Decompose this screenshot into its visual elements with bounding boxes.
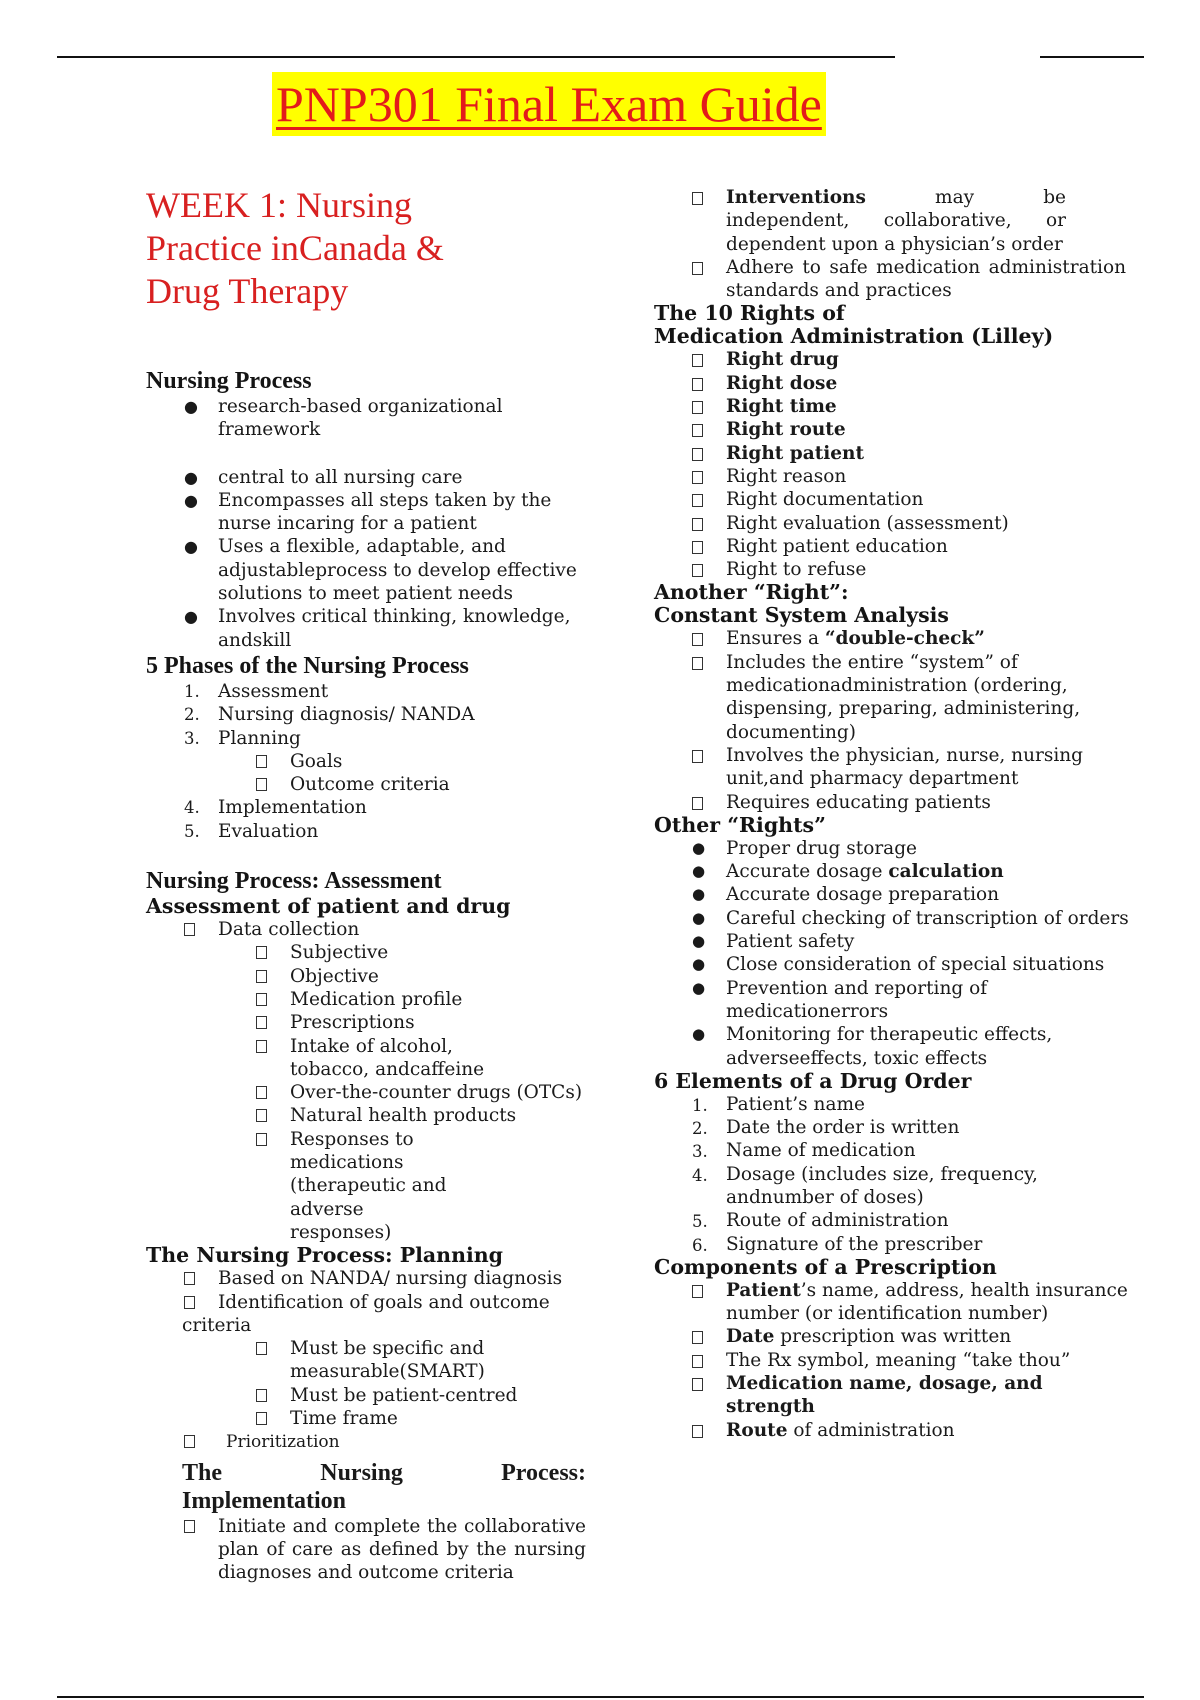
section-heading-implementation (146, 1459, 586, 1487)
item-text: may be independent, collaborative, or dependent upon a physician’s order (726, 187, 1066, 255)
item-text: Must be patient-centred (290, 1384, 518, 1406)
checkbox-icon (692, 257, 703, 280)
bullet-text: Close consideration of special situations (726, 954, 1105, 976)
checkbox-item (146, 1011, 586, 1034)
numbered-item (654, 1093, 1134, 1116)
checkbox-item (146, 1384, 586, 1407)
checkbox-icon (692, 373, 703, 396)
checkbox-item (146, 965, 586, 988)
bullet-item (654, 907, 1134, 930)
bullet-icon: ● (184, 537, 198, 557)
item-text: Based on NANDA/ nursing diagnosis (218, 1268, 563, 1290)
subheading-rights-line2: Medication Administration (Lilley) (654, 324, 1054, 349)
numbered-item (146, 703, 586, 726)
checkbox-icon (256, 1337, 267, 1360)
numbered-item (146, 820, 586, 843)
checkbox-icon (692, 419, 703, 442)
checkbox-item (654, 627, 1134, 650)
bullet-text: central to all nursing care (218, 466, 463, 488)
bottom-rule (57, 1696, 1144, 1698)
bullet-item (654, 1023, 1126, 1070)
subheading-planning: The Nursing Process: Planning (146, 1243, 504, 1268)
subheading-rights: The 10 Rights of (654, 301, 845, 326)
bullet-icon: ● (692, 978, 706, 997)
week-heading-line: Practice inCanada & (146, 228, 444, 268)
item-text: Time frame (290, 1407, 398, 1429)
checkbox-icon (256, 1104, 267, 1127)
item-text: Prescriptions (290, 1012, 415, 1034)
checkbox-item (654, 744, 1126, 791)
item-bold-text: “double-check” (824, 628, 985, 650)
checkbox-item (654, 791, 1134, 814)
checkbox-icon (184, 1430, 195, 1453)
checkbox-item (654, 256, 1126, 303)
bullet-text: Involves critical thinking, knowledge, andskill (218, 606, 571, 651)
checkbox-item (654, 186, 1066, 256)
checkbox-icon (692, 1420, 703, 1443)
section-heading-nursing-process: Nursing Process (146, 368, 312, 394)
checkbox-item (146, 1337, 490, 1384)
item-text: Medication profile (290, 988, 463, 1010)
section-heading-implementation-line2: Implementation (182, 1487, 346, 1514)
bullet-icon: ● (692, 908, 706, 927)
item-text: Name of medication (726, 1140, 916, 1162)
week-heading (146, 184, 586, 313)
checkbox-item (146, 918, 586, 941)
item-text: Right drug (726, 349, 839, 371)
item-bold-text: Patient (726, 1279, 801, 1301)
top-rule-right (1040, 56, 1144, 58)
item-text: Dosage (includes size, frequency, andnumber of doses) (726, 1163, 1038, 1208)
item-text: Over-the-counter drugs (OTCs) (290, 1082, 583, 1104)
checkbox-item (654, 651, 1126, 744)
checkbox-icon (256, 750, 267, 773)
item-text: Right patient education (726, 535, 948, 557)
bullet-item (146, 535, 586, 605)
checkbox-item (654, 442, 1134, 465)
bullet-text: Accurate dosage preparation (726, 884, 1000, 906)
item-text: Ensures a (726, 628, 825, 650)
checkbox-icon (692, 349, 703, 372)
checkbox-icon (256, 1081, 267, 1104)
bullet-item (654, 930, 1134, 953)
item-text: Evaluation (218, 820, 319, 842)
item-bold-text: Interventions (726, 187, 866, 208)
checkbox-item (654, 348, 1134, 371)
checkbox-icon (256, 1128, 267, 1151)
item-text: Includes the entire “system” of medicationadministration (ordering, dispensing, preparing, administering, documenting) (726, 651, 1081, 743)
checkbox-icon (692, 1326, 703, 1349)
checkbox-item (654, 512, 1134, 535)
checkbox-item (146, 1104, 586, 1127)
checkbox-icon (692, 536, 703, 559)
heading-word: Nursing (320, 1459, 403, 1486)
checkbox-icon (692, 628, 703, 651)
bullet-icon: ● (184, 467, 198, 487)
item-text: Goals (290, 750, 343, 772)
item-text: Route of administration (726, 1210, 949, 1232)
bullet-item (146, 466, 586, 489)
item-text: ’s name, address, health insurance number (or identification number) (726, 1279, 1128, 1325)
checkbox-icon (184, 918, 195, 941)
item-text: Outcome criteria (290, 774, 450, 796)
item-text: Right documentation (726, 489, 924, 511)
item-text: Date the order is written (726, 1117, 960, 1139)
bullet-item (654, 860, 1134, 883)
bullet-item (146, 605, 586, 652)
right-column (654, 186, 1134, 1442)
section-heading-phases: 5 Phases of the Nursing Process (146, 652, 469, 679)
checkbox-item (146, 1430, 586, 1454)
checkbox-icon (256, 773, 267, 796)
checkbox-item (654, 1349, 1134, 1372)
checkbox-item (146, 1515, 586, 1585)
checkbox-item (654, 1325, 1134, 1348)
item-text: Must be specific and measurable(SMART) (290, 1338, 485, 1383)
item-number: 3. (692, 1142, 708, 1162)
bullet-bold-text: calculation (888, 861, 1004, 883)
checkbox-item (654, 1419, 1134, 1442)
checkbox-item (654, 372, 1134, 395)
checkbox-item (146, 1407, 586, 1430)
week-heading-line: Drug Therapy (146, 271, 349, 311)
item-number: 2. (692, 1119, 708, 1139)
checkbox-icon (256, 1035, 267, 1058)
subheading-drug-order: 6 Elements of a Drug Order (654, 1068, 972, 1093)
item-text: Involves the physician, nurse, nursing unit,and pharmacy department (726, 744, 1084, 790)
item-text: prescription was written (774, 1326, 1012, 1348)
bullet-text: Proper drug storage (726, 837, 917, 859)
bullet-item (654, 883, 1134, 906)
checkbox-item (654, 418, 1134, 441)
checkbox-icon (692, 396, 703, 419)
bullet-text: Monitoring for therapeutic effects, adverseeffects, toxic effects (726, 1024, 1053, 1069)
checkbox-icon (692, 745, 703, 768)
bullet-icon: ● (692, 955, 706, 974)
item-text: Requires educating patients (726, 791, 991, 813)
bullet-icon: ● (184, 397, 198, 416)
checkbox-icon (692, 1280, 703, 1303)
bullet-item (654, 837, 1134, 860)
bullet-text: Accurate dosage (726, 861, 889, 883)
section-heading-assessment: Nursing Process: Assessment (146, 868, 442, 895)
checkbox-item (146, 1081, 586, 1104)
item-bold-text: Date (726, 1326, 775, 1348)
checkbox-icon (184, 1515, 195, 1538)
bullet-text: research-based organizational framework (218, 396, 503, 441)
item-text: Assessment (218, 680, 329, 702)
item-number: 5. (692, 1212, 708, 1232)
bullet-text: Uses a flexible, adaptable, and adjustableprocess to develop effective solutions to meet patient needs (218, 536, 577, 605)
item-text: Planning (218, 727, 301, 749)
numbered-item (654, 1163, 1086, 1210)
left-column (146, 184, 586, 1584)
bullet-icon: ● (692, 1025, 706, 1044)
checkbox-item (146, 773, 586, 796)
item-text: Data collection (218, 919, 360, 941)
item-number: 1. (184, 681, 200, 701)
item-number: 6. (692, 1235, 708, 1255)
checkbox-item (146, 941, 586, 964)
numbered-item (654, 1116, 1134, 1139)
checkbox-item (146, 1128, 470, 1244)
checkbox-icon (692, 466, 703, 489)
checkbox-icon (256, 988, 267, 1011)
item-number: 5. (184, 821, 200, 841)
checkbox-icon (256, 1384, 267, 1407)
checkbox-icon (692, 489, 703, 512)
item-text: Natural health products (290, 1105, 517, 1127)
numbered-item (654, 1139, 1134, 1162)
item-number: 2. (184, 705, 200, 725)
item-text: Objective (290, 965, 379, 987)
checkbox-item (146, 1291, 586, 1314)
item-text: Nursing diagnosis/ NANDA (218, 704, 475, 726)
checkbox-icon (692, 652, 703, 675)
checkbox-icon (184, 1267, 195, 1290)
numbered-item (654, 1209, 1134, 1232)
checkbox-item (654, 465, 1134, 488)
item-text: Right dose (726, 372, 838, 394)
subheading-other-rights: Other “Rights” (654, 812, 826, 837)
checkbox-item (146, 1035, 530, 1082)
bullet-icon: ● (692, 885, 706, 904)
subheading-assessment: Assessment of patient and drug (146, 894, 511, 919)
item-text: The Rx symbol, meaning “take thou” (726, 1349, 1071, 1371)
item-text: Responses to medications (therapeutic and adverse responses) (290, 1128, 447, 1243)
checkbox-icon (692, 443, 703, 466)
bullet-text: Encompasses all steps taken by the nurse incaring for a patient (218, 489, 552, 535)
item-text: Right evaluation (assessment) (726, 512, 1009, 534)
bullet-icon: ● (184, 607, 198, 627)
checkbox-icon (256, 1407, 267, 1430)
bullet-icon: ● (692, 932, 706, 951)
checkbox-item (654, 488, 1134, 511)
checkbox-item (654, 1372, 1134, 1419)
subheading-prescription: Components of a Prescription (654, 1254, 997, 1279)
bullet-item (654, 953, 1134, 976)
bullet-icon: ● (692, 838, 706, 857)
checkbox-item (146, 1267, 586, 1290)
item-text: Right to refuse (726, 559, 867, 581)
checkbox-icon (692, 513, 703, 536)
checkbox-item (654, 395, 1134, 418)
checkbox-item (654, 558, 1134, 581)
item-bold-text: Medication name, dosage, and strength (726, 1373, 1043, 1418)
checkbox-icon (692, 792, 703, 815)
bullet-item (654, 977, 1046, 1024)
checkbox-icon (184, 1291, 195, 1314)
item-text: Signature of the prescriber (726, 1233, 983, 1255)
item-text: Adhere to safe medication administration standards and practices (726, 256, 1126, 302)
checkbox-item (146, 750, 586, 773)
checkbox-icon (256, 941, 267, 964)
item-bold-text: Route (726, 1419, 788, 1441)
heading-word: The (182, 1459, 223, 1486)
checkbox-icon (692, 1350, 703, 1373)
item-text: Initiate and complete the collaborative plan of care as defined by the nursing diagnoses and outcome criteria (218, 1515, 586, 1584)
checkbox-icon (256, 1011, 267, 1034)
item-number: 1. (692, 1095, 708, 1115)
item-number: 4. (692, 1165, 708, 1185)
subheading-constant-system: Constant System Analysis (654, 603, 949, 628)
bullet-item (146, 489, 586, 536)
top-rule-left (57, 56, 895, 58)
bullet-text: Patient safety (726, 931, 855, 953)
bullet-icon: ● (184, 490, 198, 510)
week-heading-line: WEEK 1: Nursing (146, 185, 412, 225)
heading-word: Process: (501, 1459, 586, 1486)
item-text: Subjective (290, 942, 389, 964)
numbered-item (146, 727, 586, 750)
page-title: PNP301 Final Exam Guide (272, 72, 826, 136)
item-text-continued: criteria (182, 1314, 252, 1336)
item-text: Right route (726, 419, 846, 441)
item-text: of administration (787, 1419, 955, 1441)
subheading-another-right: Another “Right”: (654, 580, 849, 605)
bullet-text: Prevention and reporting of medicationerrors (726, 977, 988, 1022)
checkbox-icon (692, 1373, 703, 1396)
item-number: 4. (184, 798, 200, 818)
item-number: 3. (184, 728, 200, 748)
item-text: Implementation (218, 797, 367, 819)
bullet-item (146, 395, 586, 442)
item-text: Right time (726, 396, 837, 418)
bullet-text: Careful checking of transcription of orders (726, 907, 1129, 929)
numbered-item (146, 680, 586, 703)
numbered-item (654, 1233, 1134, 1256)
checkbox-icon (692, 559, 703, 582)
numbered-item (146, 796, 586, 819)
item-text: Patient’s name (726, 1093, 865, 1115)
item-text: Right reason (726, 465, 847, 487)
item-text: Right patient (726, 442, 865, 464)
checkbox-item (146, 988, 586, 1011)
item-text: Identification of goals and outcome (218, 1291, 550, 1313)
bullet-icon: ● (692, 862, 706, 881)
checkbox-icon (256, 965, 267, 988)
checkbox-item (654, 535, 1134, 558)
checkbox-item (654, 1279, 1146, 1326)
checkbox-icon (692, 187, 703, 210)
item-text: Prioritization (226, 1432, 340, 1453)
item-text: Intake of alcohol, tobacco, andcaffeine (290, 1035, 485, 1080)
